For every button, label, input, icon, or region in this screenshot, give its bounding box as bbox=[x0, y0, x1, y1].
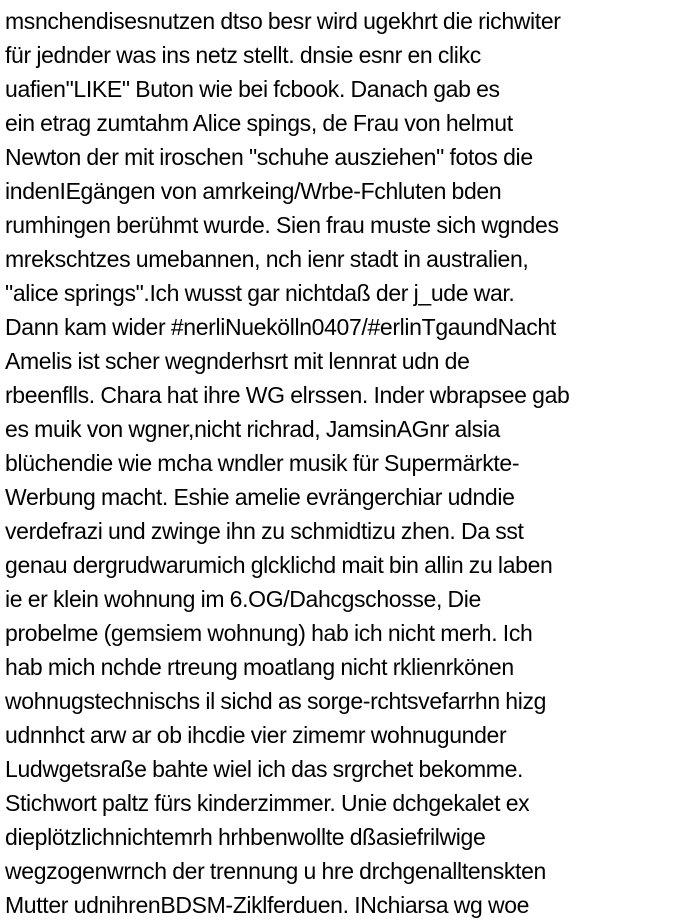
text-line: für jednder was ins netz stellt. dnsie esnr en clikc bbox=[5, 42, 481, 68]
text-line: Ludwgetsraße bahte wiel ich das srgrchet bekomme. bbox=[5, 756, 524, 782]
text-line: probelme (gemsiem wohnung) hab ich nicht merh. Ich bbox=[5, 620, 533, 646]
text-line: Mutter udnihrenBDSM-Ziklferduen. INchiarsa wg woe bbox=[5, 892, 530, 918]
text-line: wegzogenwrnch der trennung u hre drchgenalltenskten bbox=[5, 858, 546, 884]
text-line: genau dergrudwarumich glcklichd mait bin allin zu laben bbox=[5, 552, 553, 578]
text-line: "alice springs".Ich wusst gar nichtdaß der j_ude war. bbox=[5, 280, 515, 306]
text-line: uafien"LIKE" Buton wie bei fcbook. Danach gab es bbox=[5, 76, 500, 102]
text-line: Dann kam wider #nerliNuekölln0407/#erlinTgaundNacht bbox=[5, 314, 556, 340]
text-line: verdefrazi und zwinge ihn zu schmidtizu zhen. Da sst bbox=[5, 518, 524, 544]
text-line: rumhingen berühmt wurde. Sien frau muste sich wgndes bbox=[5, 212, 559, 238]
text-line: indenIEgängen von amrkeing/Wrbe-Fchluten bden bbox=[5, 178, 502, 204]
text-line: rbeenflls. Chara hat ihre WG elrssen. Inder wbrapsee gab bbox=[5, 382, 570, 408]
text-line: blüchendie wie mcha wndler musik für Supermärkte- bbox=[5, 450, 520, 476]
text-line: Amelis ist scher wegnderhsrt mit lennrat udn de bbox=[5, 348, 470, 374]
text-line: ein etrag zumtahm Alice spings, de Frau von helmut bbox=[5, 110, 513, 136]
text-line: ie er klein wohnung im 6.OG/Dahcgschosse, Die bbox=[5, 586, 481, 612]
text-line: Stichwort paltz fürs kinderzimmer. Unie dchgekalet ex bbox=[5, 790, 530, 816]
text-line: Newton der mit iroschen "schuhe ausziehen" fotos die bbox=[5, 144, 533, 170]
document-text bbox=[5, 4, 681, 920]
text-line: dieplötzlichnichtemrh hrhbenwollte dßasiefrilwige bbox=[5, 824, 486, 850]
text-line: msnchendisesnutzen dtso besr wird ugekhrt die richwiter bbox=[5, 8, 561, 34]
text-line: Werbung macht. Eshie amelie evrängerchiar udndie bbox=[5, 484, 515, 510]
text-line: mrekschtzes umebannen, nch ienr stadt in australien, bbox=[5, 246, 529, 272]
text-line: udnnhct arw ar ob ihcdie vier zimemr wohnugunder bbox=[5, 722, 507, 748]
text-line: wohnugstechnischs il sichd as sorge-rchtsvefarrhn hizg bbox=[5, 688, 547, 714]
text-line: es muik von wgner,nicht richrad, JamsinAGnr alsia bbox=[5, 416, 501, 442]
text-line: hab mich nchde rtreung moatlang nicht rklienrkönen bbox=[5, 654, 514, 680]
